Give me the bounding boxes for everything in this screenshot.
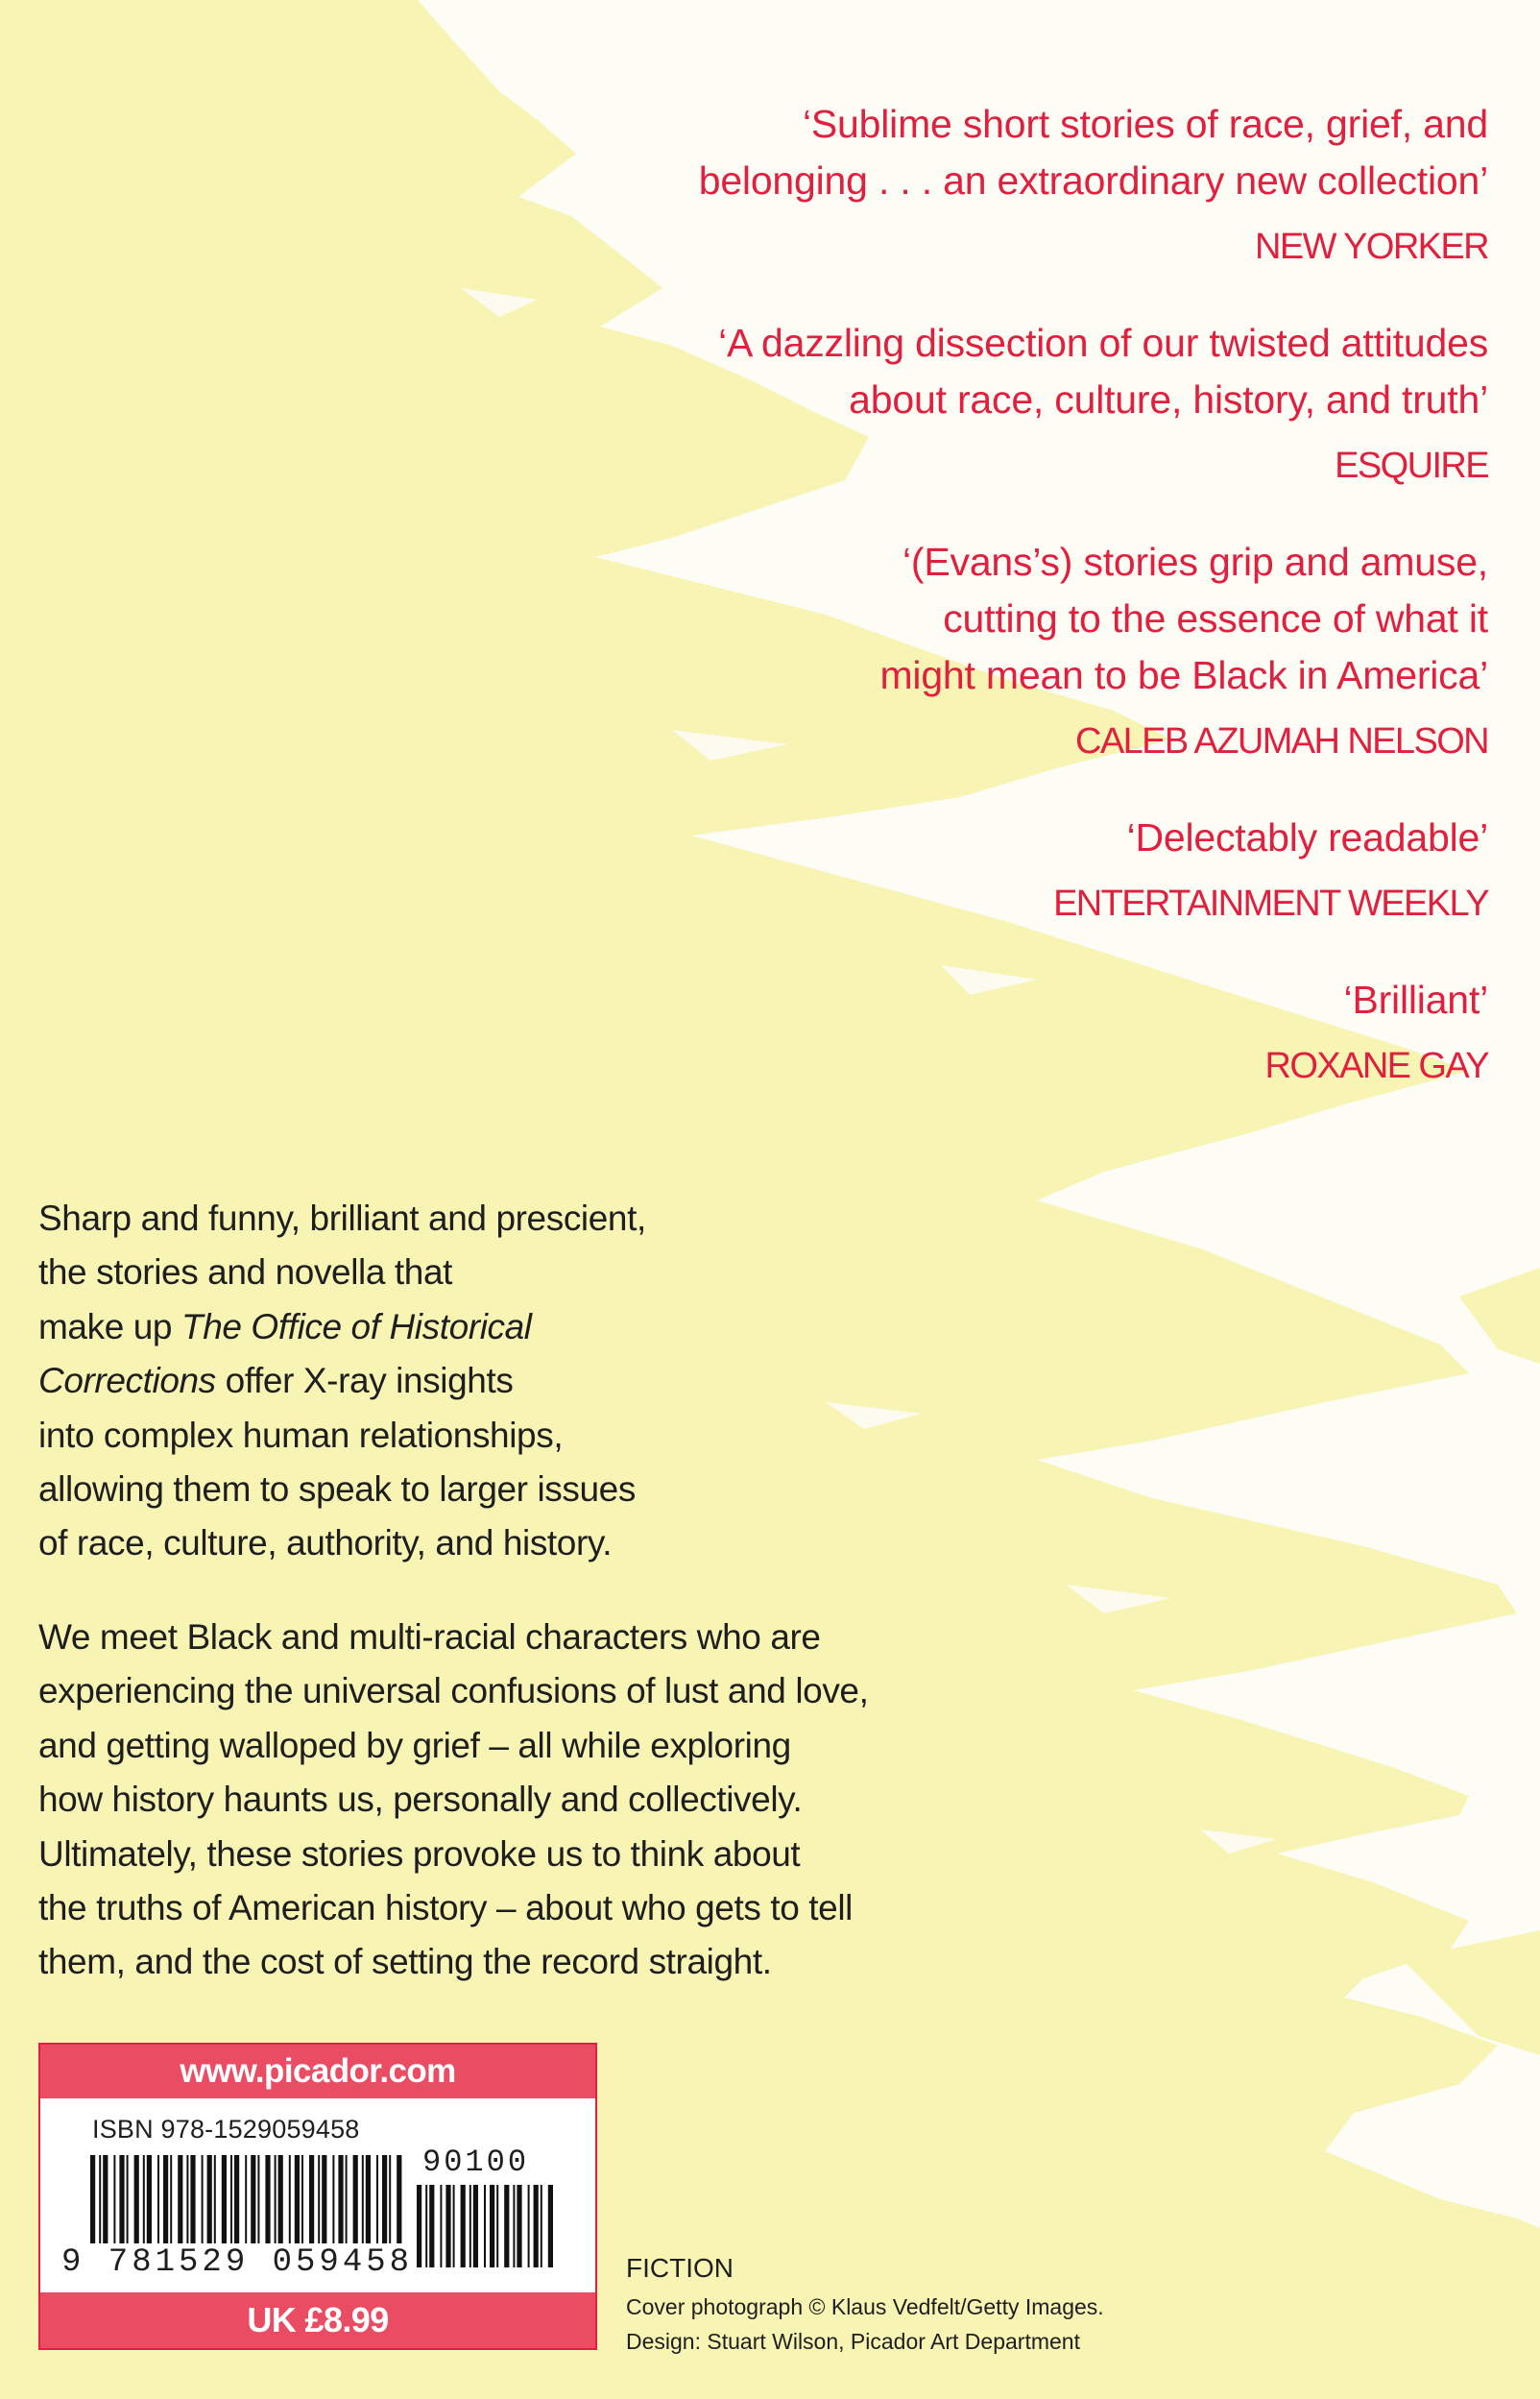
blurb-line: allowing them to speak to larger issues: [38, 1469, 636, 1510]
quote-text: [432, 972, 1488, 1029]
blurb-line: of race, culture, authority, and history.: [38, 1523, 613, 1563]
quote-line: ‘A dazzling dissection of our twisted attitudes: [718, 321, 1488, 365]
barcode-bars-icon: [88, 2155, 405, 2243]
review-quotes: [432, 96, 1488, 1090]
quote-line: ‘Delectably readable’: [1126, 815, 1488, 860]
quote-source: ESQUIRE: [1335, 446, 1488, 486]
blurb-line: them, and the cost of setting the record straight.: [38, 1942, 772, 1982]
isbn-number: ISBN 978-1529059458: [92, 2115, 360, 2144]
blurb-line: and getting walloped by grief – all while exploring: [38, 1725, 791, 1765]
quote-line: cutting to the essence of what it: [943, 596, 1488, 641]
publisher-url: www.picador.com: [40, 2045, 595, 2098]
quote-line: ‘Sublime short stories of race, grief, and: [803, 102, 1488, 146]
quote-line: ‘(Evans’s) stories grip and amuse,: [902, 540, 1488, 584]
quote-line: about race, culture, history, and truth’: [849, 377, 1488, 422]
ean-digits: 9 781529 059458: [61, 2244, 414, 2281]
quote-line: ‘Brilliant’: [1343, 978, 1488, 1022]
genre-label: FICTION: [626, 2253, 734, 2283]
blurb-paragraph-1: [38, 1192, 787, 1571]
blurb-line: Sharp and funny, brilliant and prescient,: [38, 1199, 646, 1238]
quote-line: belonging . . . an extraordinary new collection’: [698, 158, 1488, 203]
blurb-line: Ultimately, these stories provoke us to think about: [38, 1833, 801, 1874]
quote-line: might mean to be Black in America’: [879, 653, 1488, 697]
blurb-line: experiencing the universal confusions of lust and love,: [38, 1671, 869, 1711]
quote-text: [432, 96, 1488, 209]
blurb-line: how history haunts us, personally and collectively.: [38, 1780, 803, 1820]
quote-source: ROXANE GAY: [1264, 1046, 1488, 1086]
book-title: Corrections: [38, 1361, 216, 1401]
quote-text: [432, 534, 1488, 704]
quote-source: CALEB AZUMAH NELSON: [1075, 721, 1488, 762]
quote-text: [432, 315, 1488, 428]
blurb-line: the truths of American history – about who gets to tell: [38, 1888, 853, 1928]
blurb-line: We meet Black and multi-racial characters who are: [38, 1617, 821, 1657]
cover-credits: [626, 2251, 1104, 2359]
blurb-line: into complex human relationships,: [38, 1415, 564, 1455]
addon-barcode-bars-icon: [415, 2185, 559, 2267]
photo-credit: Cover photograph © Klaus Vedfelt/Getty Images.: [626, 2294, 1104, 2319]
blurb-line: offer X-ray insights: [215, 1361, 514, 1401]
price-label: UK £8.99: [40, 2292, 595, 2348]
barcode-label: [38, 2043, 597, 2350]
book-title: The Office of Historical: [181, 1306, 532, 1346]
quote-text: [432, 810, 1488, 866]
blurb-paragraph-2: [38, 1611, 1018, 1990]
quote-source: NEW YORKER: [1254, 227, 1488, 267]
blurb-line: the stories and novella that: [38, 1252, 453, 1293]
blurb-line: make up: [38, 1306, 181, 1346]
design-credit: Design: Stuart Wilson, Picador Art Department: [626, 2329, 1080, 2354]
price-addon-digits: 90100: [422, 2145, 530, 2180]
quote-source: ENTERTAINMENT WEEKLY: [1053, 884, 1488, 924]
